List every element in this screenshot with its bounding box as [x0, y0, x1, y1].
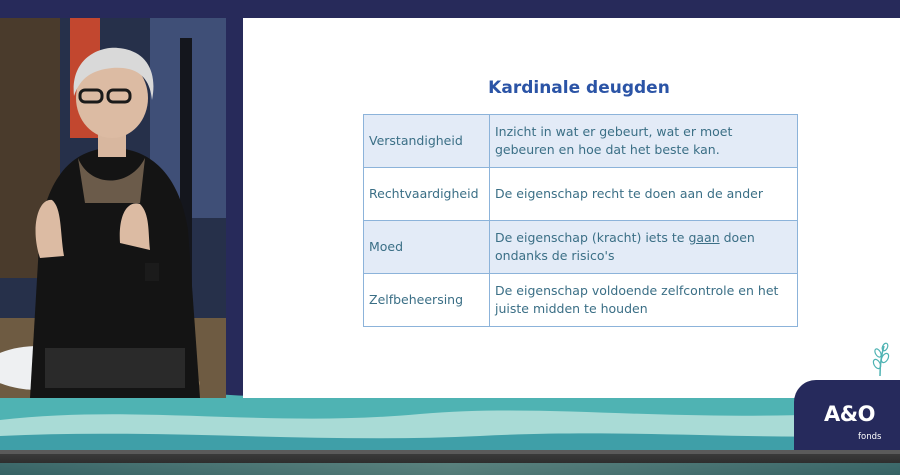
table-row — [364, 115, 798, 168]
virtue-description: Inzicht in wat er gebeurt, wat er moet gebeuren en hoe dat het beste kan. — [490, 115, 798, 168]
slide-title: Kardinale deugden — [488, 78, 670, 98]
presenter-video — [0, 18, 226, 398]
underlined-word: gaan — [688, 230, 720, 245]
logo-name: A&O — [824, 402, 875, 426]
table-row — [364, 274, 798, 327]
presenter-illustration — [0, 18, 226, 398]
description-part: doen ondanks de risico's — [495, 230, 755, 263]
logo-subtitle: fonds — [858, 432, 882, 442]
player-controls-bar — [0, 454, 900, 475]
virtue-name: Moed — [364, 221, 490, 274]
controls-strip — [0, 463, 900, 475]
virtue-description — [490, 221, 798, 274]
virtue-description: De eigenschap recht te doen aan de ander — [490, 168, 798, 221]
virtue-name: Rechtvaardigheid — [364, 168, 490, 221]
leaf-sprig-icon — [868, 342, 892, 376]
virtue-description: De eigenschap voldoende zelfcontrole en het juiste midden te houden — [490, 274, 798, 327]
description-part: De eigenschap (kracht) iets te — [495, 230, 689, 245]
table-row — [364, 221, 798, 274]
table-row — [364, 168, 798, 221]
ao-fonds-logo — [794, 380, 900, 450]
virtues-table — [363, 114, 798, 327]
virtue-name: Zelfbeheersing — [364, 274, 490, 327]
presentation-slide — [243, 18, 900, 398]
virtue-name: Verstandigheid — [364, 115, 490, 168]
